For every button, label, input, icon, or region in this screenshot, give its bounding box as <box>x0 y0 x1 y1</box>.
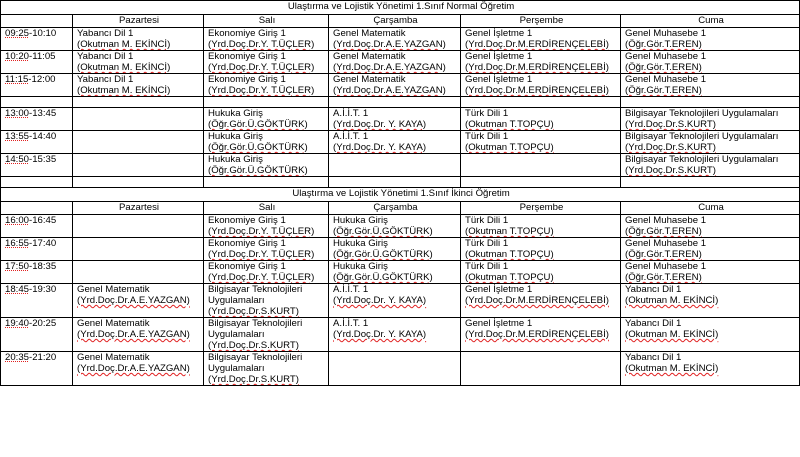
course-name: Yabancı Dil 1 <box>77 74 134 85</box>
time-slot <box>1 284 73 318</box>
instructor-name: (Yrd.Doç.Dr.Y. T.ÜÇLER) <box>208 272 315 283</box>
schedule-cell <box>461 352 621 386</box>
schedule-cell <box>621 215 800 238</box>
normal-title: Ulaştırma ve Lojistik Yönetimi 1.Sınıf Normal Öğretim <box>1 1 800 15</box>
day-header: Çarşamba <box>329 15 461 28</box>
schedule-cell <box>329 318 461 352</box>
time-end: -10:10 <box>29 28 57 39</box>
schedule-cell <box>204 108 329 131</box>
time-end: -15:35 <box>29 154 57 165</box>
instructor-name: (Öğr.Gör.T.EREN) <box>625 226 702 237</box>
instructor-name: (Yrd.Doç.Dr.A.E.YAZGAN) <box>77 295 190 306</box>
instructor-name: (Yrd.Doç.Dr.S.KURT) <box>208 306 299 317</box>
instructor-name: (Yrd.Doç.Dr.M.ERDİRENÇELEBİ) <box>465 329 609 340</box>
course-name: Bilgisayar Teknolojileri Uygulamaları <box>625 108 779 119</box>
instructor-name: (Okutman M. EKİNCİ) <box>77 39 171 50</box>
course-name: Hukuka Giriş <box>208 108 263 119</box>
schedule-cell <box>621 131 800 154</box>
time-start: 09:25 <box>5 28 30 39</box>
schedule-cell <box>73 284 204 318</box>
schedule-cell <box>329 51 461 74</box>
schedule-row <box>1 238 800 261</box>
schedule-row <box>1 154 800 177</box>
schedule-cell <box>204 154 329 177</box>
course-name: Türk Dili 1 <box>465 238 509 249</box>
break-cell <box>73 97 204 108</box>
instructor-name: (Okutman T.TOPÇU) <box>465 119 554 130</box>
course-name: A.İ.İ.T. 1 <box>333 108 369 119</box>
time-end: -21:20 <box>29 352 57 363</box>
schedule-cell <box>329 74 461 97</box>
instructor-name: (Yrd.Doç.Dr. Y. KAYA) <box>333 329 427 340</box>
normal-schedule-body <box>1 28 800 188</box>
instructor-name: (Okutman T.TOPÇU) <box>465 249 554 260</box>
evening-title: Ulaştırma ve Lojistik Yönetimi 1.Sınıf İkinci Öğretim <box>1 188 800 202</box>
time-end: -13:45 <box>29 108 57 119</box>
course-name: Bilgisayar Teknolojileri <box>208 318 303 329</box>
instructor-name: (Öğr.Gör.Ü.GÖKTÜRK) <box>333 249 433 260</box>
time-header <box>1 15 73 28</box>
day-header: Salı <box>204 15 329 28</box>
break-cell <box>1 177 73 188</box>
instructor-name: (Yrd.Doç.Dr.M.ERDİRENÇELEBİ) <box>465 62 609 73</box>
instructor-name: (Öğr.Gör.T.EREN) <box>625 249 702 260</box>
instructor-name: (Yrd.Doç.Dr.S.KURT) <box>208 340 299 351</box>
normal-day-header-row <box>1 15 800 28</box>
day-header: Çarşamba <box>329 202 461 215</box>
instructor-name: (Okutman T.TOPÇU) <box>465 142 554 153</box>
course-name: Bilgisayar Teknolojileri <box>208 352 303 363</box>
break-cell <box>329 177 461 188</box>
course-name: Uygulamaları <box>208 295 265 306</box>
course-name: Uygulamaları <box>208 329 265 340</box>
schedule-cell <box>461 284 621 318</box>
day-header: Perşembe <box>461 15 621 28</box>
course-name: Türk Dili 1 <box>465 261 509 272</box>
schedule-cell <box>329 108 461 131</box>
schedule-cell <box>73 74 204 97</box>
time-slot <box>1 108 73 131</box>
time-slot <box>1 318 73 352</box>
time-start: 14:50 <box>5 154 30 165</box>
course-name: Genel Muhasebe 1 <box>625 238 707 249</box>
schedule-cell <box>204 261 329 284</box>
instructor-name: (Yrd.Doç.Dr.M.ERDİRENÇELEBİ) <box>465 39 609 50</box>
schedule-cell <box>621 28 800 51</box>
time-slot <box>1 74 73 97</box>
course-name: Genel İşletme 1 <box>465 28 533 39</box>
schedule-cell <box>621 238 800 261</box>
time-end: -18:35 <box>29 261 57 272</box>
schedule-cell <box>329 28 461 51</box>
time-start: 17:50 <box>5 261 30 272</box>
instructor-name: (Okutman M. EKİNCİ) <box>77 85 171 96</box>
time-end: -16:45 <box>29 215 57 226</box>
instructor-name: (Yrd.Doç.Dr.S.KURT) <box>208 374 299 385</box>
instructor-name: (Öğr.Gör.Ü.GÖKTÜRK) <box>208 119 308 130</box>
course-name: Genel Matematik <box>333 28 406 39</box>
schedule-row <box>1 318 800 352</box>
instructor-name: (Yrd.Doç.Dr. Y. KAYA) <box>333 295 427 306</box>
instructor-name: (Öğr.Gör.T.EREN) <box>625 85 702 96</box>
time-slot <box>1 238 73 261</box>
instructor-name: (Yrd.Doç.Dr.A.E.YAZGAN) <box>333 85 446 96</box>
course-name: Genel İşletme 1 <box>465 284 533 295</box>
course-name: Ekonomiye Giriş 1 <box>208 215 286 226</box>
break-cell <box>204 97 329 108</box>
time-start: 16:00 <box>5 215 30 226</box>
day-header: Pazartesi <box>73 15 204 28</box>
schedule-row <box>1 131 800 154</box>
time-header <box>1 202 73 215</box>
instructor-name: (Öğr.Gör.Ü.GÖKTÜRK) <box>208 165 308 176</box>
schedule-cell <box>204 238 329 261</box>
course-name: Ekonomiye Giriş 1 <box>208 261 286 272</box>
instructor-name: (Okutman T.TOPÇU) <box>465 272 554 283</box>
break-cell <box>204 177 329 188</box>
course-name: Türk Dili 1 <box>465 108 509 119</box>
instructor-name: (Öğr.Gör.Ü.GÖKTÜRK) <box>333 226 433 237</box>
course-name: Hukuka Giriş <box>333 215 388 226</box>
break-cell <box>461 177 621 188</box>
instructor-name: (Okutman M. EKİNCİ) <box>625 295 719 306</box>
time-slot <box>1 51 73 74</box>
course-name: Genel Matematik <box>77 284 150 295</box>
course-name: Bilgisayar Teknolojileri Uygulamaları <box>625 131 779 142</box>
schedule-cell <box>621 318 800 352</box>
instructor-name: (Yrd.Doç.Dr.Y. T.ÜÇLER) <box>208 226 315 237</box>
time-end: -14:40 <box>29 131 57 142</box>
schedule-cell <box>73 51 204 74</box>
schedule-cell <box>461 318 621 352</box>
course-name: Hukuka Giriş <box>208 131 263 142</box>
schedule-cell <box>621 154 800 177</box>
schedule-cell <box>329 154 461 177</box>
instructor-name: (Okutman M. EKİNCİ) <box>625 363 719 374</box>
schedule-cell <box>621 352 800 386</box>
instructor-name: (Okutman T.TOPÇU) <box>465 226 554 237</box>
course-name: Türk Dili 1 <box>465 131 509 142</box>
time-start: 20:35 <box>5 352 30 363</box>
schedule-cell <box>73 261 204 284</box>
day-header: Salı <box>204 202 329 215</box>
day-header: Cuma <box>621 15 800 28</box>
schedule-cell <box>461 74 621 97</box>
instructor-name: (Yrd.Doç.Dr. Y. KAYA) <box>333 119 427 130</box>
instructor-name: (Yrd.Doç.Dr.S.KURT) <box>625 142 716 153</box>
time-start: 11:15 <box>5 74 29 85</box>
evening-day-header-row <box>1 202 800 215</box>
course-name: A.İ.İ.T. 1 <box>333 284 369 295</box>
schedule-cell <box>329 131 461 154</box>
course-name: Genel Matematik <box>77 318 150 329</box>
course-name: Hukuka Giriş <box>333 261 388 272</box>
schedule-cell <box>204 131 329 154</box>
instructor-name: (Yrd.Doç.Dr.A.E.YAZGAN) <box>77 329 190 340</box>
course-name: Ekonomiye Giriş 1 <box>208 238 286 249</box>
schedule-row <box>1 261 800 284</box>
course-name: Yabancı Dil 1 <box>625 352 682 363</box>
course-name: Genel İşletme 1 <box>465 51 533 62</box>
instructor-name: (Yrd.Doç.Dr.M.ERDİRENÇELEBİ) <box>465 85 609 96</box>
course-name: Hukuka Giriş <box>208 154 263 165</box>
instructor-name: (Öğr.Gör.T.EREN) <box>625 272 702 283</box>
time-start: 18:45 <box>5 284 30 295</box>
instructor-name: (Yrd.Doç.Dr.Y. T.ÜÇLER) <box>208 62 315 73</box>
break-cell <box>73 177 204 188</box>
break-row <box>1 177 800 188</box>
schedule-cell <box>621 261 800 284</box>
course-name: Hukuka Giriş <box>333 238 388 249</box>
time-end: -11:05 <box>29 51 56 62</box>
day-header: Cuma <box>621 202 800 215</box>
schedule-cell <box>621 108 800 131</box>
instructor-name: (Yrd.Doç.Dr.Y. T.ÜÇLER) <box>208 39 315 50</box>
schedule-cell <box>73 28 204 51</box>
course-name: A.İ.İ.T. 1 <box>333 131 369 142</box>
schedule-cell <box>329 261 461 284</box>
schedule-cell <box>329 238 461 261</box>
schedule-cell <box>204 284 329 318</box>
schedule-cell <box>73 238 204 261</box>
time-start: 13:00 <box>5 108 30 119</box>
time-start: 16:55 <box>5 238 30 249</box>
schedule-cell <box>461 51 621 74</box>
time-slot <box>1 131 73 154</box>
course-name: Yabancı Dil 1 <box>77 51 134 62</box>
course-name: Genel Muhasebe 1 <box>625 74 707 85</box>
schedule-cell <box>461 131 621 154</box>
schedule-cell <box>204 28 329 51</box>
time-slot <box>1 215 73 238</box>
evening-title-row <box>1 188 800 202</box>
course-name: Yabancı Dil 1 <box>625 284 682 295</box>
schedule-cell <box>329 352 461 386</box>
course-name: Genel Muhasebe 1 <box>625 51 707 62</box>
time-end: -20:25 <box>29 318 57 329</box>
schedule-cell <box>204 215 329 238</box>
time-end: -19:30 <box>29 284 57 295</box>
instructor-name: (Yrd.Doç.Dr.S.KURT) <box>625 119 716 130</box>
course-name: Genel İşletme 1 <box>465 318 533 329</box>
schedule-row <box>1 284 800 318</box>
schedule-row <box>1 215 800 238</box>
evening-schedule-body <box>1 215 800 386</box>
course-name: Ekonomiye Giriş 1 <box>208 74 286 85</box>
course-name: Yabancı Dil 1 <box>625 318 682 329</box>
course-name: A.İ.İ.T. 1 <box>333 318 369 329</box>
time-slot <box>1 28 73 51</box>
instructor-name: (Yrd.Doç.Dr.A.E.YAZGAN) <box>77 363 190 374</box>
instructor-name: (Okutman M. EKİNCİ) <box>77 62 171 73</box>
course-name: Ekonomiye Giriş 1 <box>208 28 286 39</box>
schedule-cell <box>73 215 204 238</box>
course-name: Genel Muhasebe 1 <box>625 28 707 39</box>
break-cell <box>461 97 621 108</box>
course-name: Türk Dili 1 <box>465 215 509 226</box>
schedule-cell <box>461 28 621 51</box>
course-name: Bilgisayar Teknolojileri Uygulamaları <box>625 154 779 165</box>
schedule-cell <box>204 352 329 386</box>
time-start: 13:55 <box>5 131 30 142</box>
normal-title-row <box>1 1 800 15</box>
schedule-row <box>1 51 800 74</box>
schedule-cell <box>461 261 621 284</box>
time-slot <box>1 261 73 284</box>
instructor-name: (Yrd.Doç.Dr.Y. T.ÜÇLER) <box>208 249 315 260</box>
course-name: Genel İşletme 1 <box>465 74 533 85</box>
time-start: 10:20 <box>5 51 30 62</box>
course-name: Ekonomiye Giriş 1 <box>208 51 286 62</box>
break-cell <box>621 177 800 188</box>
break-cell <box>329 97 461 108</box>
schedule-cell <box>461 238 621 261</box>
course-name: Genel Matematik <box>333 74 406 85</box>
instructor-name: (Öğr.Gör.T.EREN) <box>625 39 702 50</box>
course-name: Bilgisayar Teknolojileri <box>208 284 303 295</box>
course-name: Uygulamaları <box>208 363 265 374</box>
schedule-row <box>1 352 800 386</box>
schedule-cell <box>73 131 204 154</box>
instructor-name: (Yrd.Doç.Dr.M.ERDİRENÇELEBİ) <box>465 295 609 306</box>
schedule-cell <box>621 51 800 74</box>
time-start: 19:40 <box>5 318 30 329</box>
course-name: Genel Muhasebe 1 <box>625 215 707 226</box>
instructor-name: (Yrd.Doç.Dr.Y. T.ÜÇLER) <box>208 85 315 96</box>
time-end: -17:40 <box>29 238 57 249</box>
break-cell <box>621 97 800 108</box>
course-name: Yabancı Dil 1 <box>77 28 134 39</box>
schedule-cell <box>621 74 800 97</box>
instructor-name: (Yrd.Doç.Dr.S.KURT) <box>625 165 716 176</box>
schedule-row <box>1 74 800 97</box>
course-name: Genel Matematik <box>333 51 406 62</box>
instructor-name: (Öğr.Gör.Ü.GÖKTÜRK) <box>333 272 433 283</box>
schedule-row <box>1 108 800 131</box>
schedule-cell <box>461 108 621 131</box>
time-slot <box>1 352 73 386</box>
instructor-name: (Okutman M. EKİNCİ) <box>625 329 719 340</box>
schedule-cell <box>204 74 329 97</box>
course-name: Genel Matematik <box>77 352 150 363</box>
schedule-cell <box>204 51 329 74</box>
schedule-cell <box>204 318 329 352</box>
schedule-cell <box>329 284 461 318</box>
instructor-name: (Öğr.Gör.Ü.GÖKTÜRK) <box>208 142 308 153</box>
schedule-cell <box>73 318 204 352</box>
instructor-name: (Yrd.Doç.Dr. Y. KAYA) <box>333 142 427 153</box>
schedule-cell <box>73 352 204 386</box>
instructor-name: (Öğr.Gör.T.EREN) <box>625 62 702 73</box>
schedule-cell <box>73 154 204 177</box>
schedule-cell <box>329 215 461 238</box>
schedule-cell <box>461 154 621 177</box>
instructor-name: (Yrd.Doç.Dr.A.E.YAZGAN) <box>333 62 446 73</box>
schedule-cell <box>621 284 800 318</box>
instructor-name: (Yrd.Doç.Dr.A.E.YAZGAN) <box>333 39 446 50</box>
break-row <box>1 97 800 108</box>
schedule-cell <box>461 215 621 238</box>
schedule-row <box>1 28 800 51</box>
day-header: Pazartesi <box>73 202 204 215</box>
day-header: Perşembe <box>461 202 621 215</box>
course-name: Genel Muhasebe 1 <box>625 261 707 272</box>
time-slot <box>1 154 73 177</box>
time-end: -12:00 <box>28 74 56 85</box>
break-cell <box>1 97 73 108</box>
schedule-cell <box>73 108 204 131</box>
